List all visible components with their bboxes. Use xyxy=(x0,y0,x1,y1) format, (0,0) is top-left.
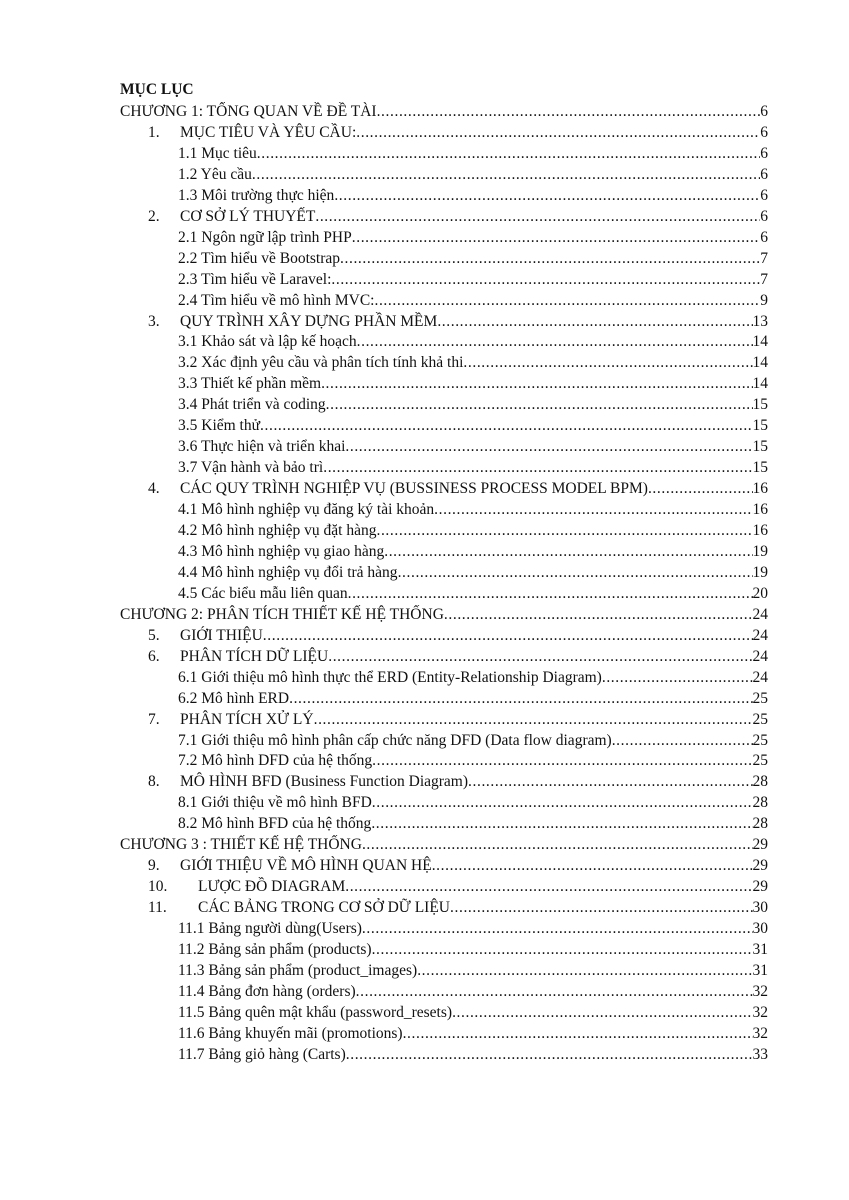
toc-entry-page-number: 31 xyxy=(752,941,768,958)
toc-entry-title: CÁC QUY TRÌNH NGHIỆP VỤ (BUSSINESS PROCESS MODEL BPM) xyxy=(180,480,648,498)
toc-entry-title: 4.2 Mô hình nghiệp vụ đặt hàng xyxy=(178,522,377,539)
toc-entry-title: CHƯƠNG 3 : THIẾT KẾ HỆ THỐNG xyxy=(120,836,362,854)
toc-entry-title: 8.1 Giới thiệu về mô hình BFD xyxy=(178,794,372,812)
toc-dot-leader xyxy=(252,165,760,185)
toc-entry-title: 2.1 Ngôn ngữ lập trình PHP xyxy=(178,228,352,246)
toc-entry-page-number: 32 xyxy=(752,1003,768,1021)
toc-dot-leader xyxy=(371,814,752,834)
toc-entry[interactable] xyxy=(178,751,768,771)
toc-entry[interactable] xyxy=(178,961,768,981)
toc-dot-leader xyxy=(356,123,760,143)
toc-dot-leader xyxy=(289,689,752,709)
toc-entry-number: 4. xyxy=(148,480,160,498)
toc-entry-page-number: 9 xyxy=(760,291,768,309)
toc-entry[interactable] xyxy=(148,647,768,667)
toc-entry-page-number: 6 xyxy=(760,165,768,183)
toc-entry-title: QUY TRÌNH XÂY DỰNG PHẦN MỀM xyxy=(180,312,438,330)
toc-dot-leader xyxy=(444,605,753,625)
toc-entry[interactable] xyxy=(120,102,768,122)
toc-entry[interactable] xyxy=(178,353,768,373)
toc-heading: MỤC LỤC xyxy=(120,81,194,98)
toc-dot-leader xyxy=(357,332,753,352)
toc-entry[interactable] xyxy=(148,479,768,499)
toc-entry[interactable] xyxy=(178,563,768,583)
toc-entry-title: 11.6 Bảng khuyến mãi (promotions) xyxy=(178,1024,403,1042)
toc-dot-leader xyxy=(374,291,760,311)
toc-entry-page-number: 30 xyxy=(752,920,768,938)
toc-entry-number: 7. xyxy=(148,710,160,728)
toc-entry[interactable] xyxy=(178,793,768,813)
toc-entry-title: GIỚI THIỆU VỀ MÔ HÌNH QUAN HỆ xyxy=(180,857,432,875)
toc-dot-leader xyxy=(323,458,752,478)
toc-entry[interactable] xyxy=(178,982,768,1002)
toc-entry-title: 3.3 Thiết kế phần mềm xyxy=(178,375,322,393)
toc-dot-leader xyxy=(340,249,760,269)
toc-entry-title: CÁC BẢNG TRONG CƠ SỞ DỮ LIỆU xyxy=(198,899,451,917)
toc-entry[interactable] xyxy=(178,437,768,457)
toc-dot-leader xyxy=(384,542,752,562)
toc-entry-title: MỤC TIÊU VÀ YÊU CẦU: xyxy=(180,123,357,141)
toc-dot-leader xyxy=(346,1045,753,1065)
toc-entry-number: 2. xyxy=(148,207,160,225)
toc-entry-page-number: 6 xyxy=(760,207,768,225)
toc-entry-page-number: 25 xyxy=(752,731,768,749)
toc-entry[interactable] xyxy=(178,332,768,352)
toc-entry[interactable] xyxy=(148,877,768,897)
toc-entry[interactable] xyxy=(178,291,768,311)
toc-dot-leader xyxy=(452,1003,752,1023)
toc-entry[interactable] xyxy=(120,605,768,625)
toc-dot-leader xyxy=(328,647,752,667)
toc-entry[interactable] xyxy=(178,416,768,436)
toc-entry-page-number: 15 xyxy=(752,417,768,435)
toc-entry-title: 4.1 Mô hình nghiệp vụ đăng ký tài khoản xyxy=(178,501,435,519)
toc-entry-page-number: 29 xyxy=(752,836,768,854)
toc-dot-leader xyxy=(463,353,752,373)
toc-entry[interactable] xyxy=(178,521,768,541)
toc-entry[interactable] xyxy=(178,814,768,834)
toc-dot-leader xyxy=(612,731,753,751)
toc-entry-title: CƠ SỞ LÝ THUYẾT xyxy=(180,207,316,225)
toc-entry-title: PHÂN TÍCH DỮ LIỆU xyxy=(180,647,329,665)
toc-entry-title: 11.7 Bảng giỏ hàng (Carts) xyxy=(178,1045,346,1063)
toc-dot-leader xyxy=(372,751,752,771)
toc-entry[interactable] xyxy=(178,500,768,520)
toc-dot-leader xyxy=(376,521,752,541)
toc-entry-title: 1.2 Yêu cầu xyxy=(178,165,252,183)
toc-dot-leader xyxy=(372,793,753,813)
toc-entry-title: LƯỢC ĐỒ DIAGRAM xyxy=(198,878,346,896)
toc-entry-title: PHÂN TÍCH XỬ LÝ xyxy=(180,710,314,728)
toc-dot-leader xyxy=(348,584,753,604)
toc-entry[interactable] xyxy=(148,626,768,646)
toc-dot-leader xyxy=(398,563,753,583)
toc-dot-leader xyxy=(326,395,753,415)
toc-entry-page-number: 16 xyxy=(752,480,768,498)
toc-dot-leader xyxy=(345,437,752,457)
toc-entry-title: CHƯƠNG 2: PHÂN TÍCH THIẾT KẾ HỆ THỐNG xyxy=(120,605,444,623)
toc-entry-page-number: 24 xyxy=(752,605,768,623)
toc-entry-title: 3.5 Kiểm thử xyxy=(178,417,261,435)
toc-entry-title: 7.1 Giới thiệu mô hình phân cấp chức năng DFD (Data flow diagram) xyxy=(178,731,612,749)
toc-entry-title: 3.2 Xác định yêu cầu và phân tích tính khả thi xyxy=(178,354,464,372)
toc-entry-number: 11. xyxy=(148,899,167,917)
toc-entry-page-number: 15 xyxy=(752,396,768,414)
toc-dot-leader xyxy=(468,772,752,792)
toc-entry-page-number: 24 xyxy=(752,668,768,686)
toc-entry[interactable] xyxy=(178,165,768,185)
toc-dot-leader xyxy=(315,207,760,227)
toc-entry-page-number: 32 xyxy=(752,982,768,1000)
toc-dot-leader xyxy=(450,898,752,918)
toc-entry-page-number: 15 xyxy=(752,438,768,456)
toc-entry-page-number: 24 xyxy=(752,626,768,644)
toc-dot-leader xyxy=(260,416,752,436)
toc-entry-title: GIỚI THIỆU xyxy=(180,626,263,644)
toc-dot-leader xyxy=(434,500,752,520)
toc-dot-leader xyxy=(602,668,753,688)
toc-entry[interactable] xyxy=(178,940,768,960)
toc-entry-page-number: 25 xyxy=(752,752,768,770)
toc-entry-title: 2.2 Tìm hiểu về Bootstrap xyxy=(178,249,341,267)
toc-entry-title: 11.5 Bảng quên mật khẩu (password_resets) xyxy=(178,1003,453,1021)
toc-entry-page-number: 19 xyxy=(752,563,768,581)
toc-entry-number: 5. xyxy=(148,626,160,644)
toc-entry[interactable] xyxy=(178,374,768,394)
toc-entry-number: 8. xyxy=(148,773,160,791)
toc-entry-page-number: 14 xyxy=(752,375,768,393)
toc-entry-page-number: 19 xyxy=(752,542,768,560)
toc-entry[interactable] xyxy=(178,919,768,939)
toc-dot-leader xyxy=(334,186,760,206)
toc-entry-title: 6.1 Giới thiệu mô hình thực thể ERD (Entity-Relationship Diagram) xyxy=(178,668,602,686)
toc-entry[interactable] xyxy=(178,584,768,604)
toc-entry-title: 11.1 Bảng người dùng(Users) xyxy=(178,920,362,938)
toc-dot-leader xyxy=(356,982,753,1002)
toc-entry[interactable] xyxy=(178,1024,768,1044)
toc-entry[interactable] xyxy=(148,207,768,227)
toc-entry-number: 6. xyxy=(148,647,160,665)
toc-entry-page-number: 16 xyxy=(752,501,768,519)
toc-entry[interactable] xyxy=(178,1045,768,1065)
toc-entry-number: 10. xyxy=(148,878,168,896)
toc-entry[interactable] xyxy=(148,123,768,143)
toc-entry-title: 7.2 Mô hình DFD của hệ thống xyxy=(178,752,373,770)
toc-entry-page-number: 7 xyxy=(760,270,768,288)
toc-entry-page-number: 7 xyxy=(760,249,768,267)
toc-dot-leader xyxy=(372,940,753,960)
toc-entry-title: 3.6 Thực hiện và triển khai xyxy=(178,438,346,456)
toc-entry-title: 11.2 Bảng sản phẩm (products) xyxy=(178,941,372,958)
toc-entry-page-number: 30 xyxy=(752,899,768,917)
toc-entry-number: 3. xyxy=(148,312,160,330)
toc-entry-page-number: 14 xyxy=(752,333,768,351)
toc-entry-page-number: 6 xyxy=(760,144,768,162)
toc-entry-page-number: 33 xyxy=(752,1045,768,1063)
toc-dot-leader xyxy=(377,102,761,122)
toc-entry-title: 4.3 Mô hình nghiệp vụ giao hàng xyxy=(178,542,385,560)
toc-entry-title: 11.4 Bảng đơn hàng (orders) xyxy=(178,982,356,1000)
toc-dot-leader xyxy=(352,228,761,248)
toc-entry[interactable] xyxy=(178,731,768,751)
toc-entry[interactable] xyxy=(148,312,768,332)
toc-dot-leader xyxy=(362,919,753,939)
toc-entry-title: 4.4 Mô hình nghiệp vụ đổi trả hàng xyxy=(178,563,398,581)
toc-dot-leader xyxy=(362,835,753,855)
toc-entry[interactable] xyxy=(178,144,768,164)
toc-entry-page-number: 25 xyxy=(752,710,768,728)
toc-entry-page-number: 16 xyxy=(752,522,768,539)
toc-entry-page-number: 25 xyxy=(752,689,768,707)
toc-entry-title: 2.4 Tìm hiểu về mô hình MVC: xyxy=(178,291,375,309)
toc-entry-page-number: 6 xyxy=(760,103,768,120)
toc-entry[interactable] xyxy=(178,1003,768,1023)
toc-entry-title: CHƯƠNG 1: TỔNG QUAN VỀ ĐỀ TÀI xyxy=(120,103,377,120)
toc-entry-title: 1.3 Môi trường thực hiện xyxy=(178,186,335,204)
toc-entry-page-number: 13 xyxy=(752,312,768,330)
toc-entry-title: 3.7 Vận hành và bảo trì xyxy=(178,459,324,477)
toc-entry[interactable] xyxy=(178,689,768,709)
toc-dot-leader xyxy=(345,877,752,897)
toc-dot-leader xyxy=(403,1024,753,1044)
toc-entry-page-number: 24 xyxy=(752,647,768,665)
toc-entry-page-number: 29 xyxy=(752,857,768,875)
toc-entry-page-number: 6 xyxy=(760,123,768,141)
toc-entry[interactable] xyxy=(178,395,768,415)
toc-entry-page-number: 20 xyxy=(752,584,768,602)
toc-entry[interactable] xyxy=(178,668,768,688)
toc-entry-page-number: 15 xyxy=(752,459,768,477)
toc-dot-leader xyxy=(321,374,752,394)
toc-entry-page-number: 6 xyxy=(760,186,768,204)
toc-entry[interactable] xyxy=(120,835,768,855)
toc-entry[interactable] xyxy=(178,458,768,478)
toc-entry-page-number: 32 xyxy=(752,1024,768,1042)
toc-dot-leader xyxy=(331,270,760,290)
toc-entry-title: MÔ HÌNH BFD (Business Function Diagram) xyxy=(180,773,469,791)
toc-entry-title: 4.5 Các biểu mẫu liên quan xyxy=(178,584,348,602)
toc-entry[interactable] xyxy=(148,772,768,792)
toc-entry-page-number: 28 xyxy=(752,815,768,833)
toc-entry[interactable] xyxy=(148,856,768,876)
toc-entry[interactable] xyxy=(148,898,768,918)
toc-entry-page-number: 31 xyxy=(752,961,768,979)
toc-entry-title: 1.1 Mục tiêu xyxy=(178,144,257,162)
toc-entry-title: 8.2 Mô hình BFD của hệ thống xyxy=(178,815,372,833)
toc-entry[interactable] xyxy=(178,228,768,248)
toc-dot-leader xyxy=(257,144,760,164)
toc-entry-title: 3.4 Phát triển và coding xyxy=(178,396,326,414)
toc-entry-page-number: 28 xyxy=(752,773,768,791)
toc-dot-leader xyxy=(417,961,752,981)
toc-dot-leader xyxy=(263,626,753,646)
toc-entry[interactable] xyxy=(178,249,768,269)
toc-entry[interactable] xyxy=(178,270,768,290)
toc-dot-leader xyxy=(437,312,752,332)
toc-entry-title: 6.2 Mô hình ERD xyxy=(178,689,290,707)
toc-entry-page-number: 6 xyxy=(760,228,768,246)
toc-entry[interactable] xyxy=(178,186,768,206)
toc-dot-leader xyxy=(648,479,753,499)
toc-entry-page-number: 29 xyxy=(752,878,768,896)
toc-entry-number: 9. xyxy=(148,857,160,875)
toc-entry-title: 2.3 Tìm hiểu về Laravel: xyxy=(178,270,332,288)
toc-entry-page-number: 14 xyxy=(752,354,768,372)
toc-entry[interactable] xyxy=(178,542,768,562)
toc-entry[interactable] xyxy=(148,710,768,730)
toc-dot-leader xyxy=(314,710,753,730)
toc-entry-page-number: 28 xyxy=(752,794,768,812)
toc-entry-number: 1. xyxy=(148,123,160,141)
toc-dot-leader xyxy=(432,856,753,876)
toc-entry-title: 11.3 Bảng sản phẩm (product_images) xyxy=(178,961,418,979)
toc-entry-title: 3.1 Khảo sát và lập kế hoạch xyxy=(178,333,357,351)
